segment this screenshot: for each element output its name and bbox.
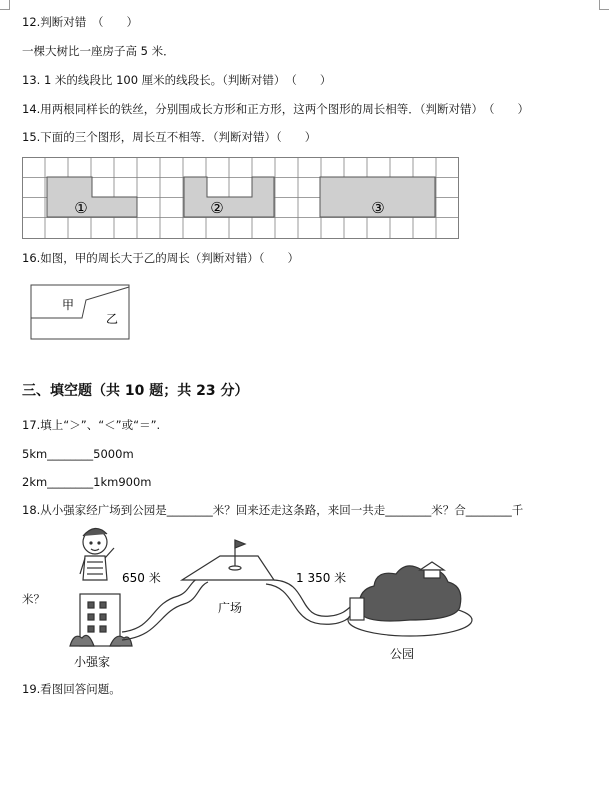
- question-12-title: 12.判断对错 （ ）: [22, 15, 139, 29]
- question-17: 17.填上“＞”、“＜”或“＝”.: [22, 418, 161, 432]
- question-17-b: 2km________1km900m: [22, 475, 152, 489]
- crop-mark-top-right: [599, 0, 609, 10]
- distance-650: 650 米: [122, 571, 161, 585]
- question-16: 16.如图，甲的周长大于乙的周长（判断对错）（ ）: [22, 251, 300, 265]
- question-17-a: 5km________5000m: [22, 447, 134, 461]
- crop-mark-top-left: [0, 0, 10, 10]
- question-18-tail: 米？: [22, 592, 45, 606]
- question-14: 14.用两根同样长的铁丝，分别围成长方形和正方形，这两个图形的周长相等．（判断对错） （ ）: [22, 102, 530, 116]
- question-12-statement: 一棵大树比一座房子高 5 米．: [22, 44, 175, 58]
- section-3-heading: 三、填空题（共 10 题；共 23 分）: [22, 383, 249, 399]
- square-plaza: [182, 540, 274, 580]
- square-label: 广场: [218, 601, 243, 615]
- distance-1350: 1 350 米: [296, 571, 347, 585]
- question-18: 18.从小强家经广场到公园是________米？回来还走这条路，来回一共走________米？合________千: [22, 503, 524, 517]
- park-area: [348, 562, 472, 636]
- yi-label: 乙: [106, 312, 119, 326]
- shape-3-label: ③: [371, 199, 385, 217]
- jia-yi-figure: [30, 284, 134, 342]
- grid-figures: [22, 157, 460, 240]
- shape-1: [47, 177, 137, 217]
- route-map: [60, 520, 480, 672]
- park-label: 公园: [390, 647, 415, 661]
- home-building: [70, 594, 132, 646]
- question-15: 15.下面的三个图形，周长互不相等．（判断对错）（ ）: [22, 130, 317, 144]
- home-label: 小强家: [74, 655, 111, 669]
- shape-1-label: ①: [74, 199, 88, 217]
- question-13: 13. 1 米的线段比 100 厘米的线段长。（判断对错） （ ）: [22, 73, 332, 87]
- jia-label: 甲: [62, 298, 75, 312]
- boy-figure: [80, 528, 114, 580]
- shape-2-label: ②: [210, 199, 224, 217]
- question-19: 19.看图回答问题。: [22, 682, 121, 696]
